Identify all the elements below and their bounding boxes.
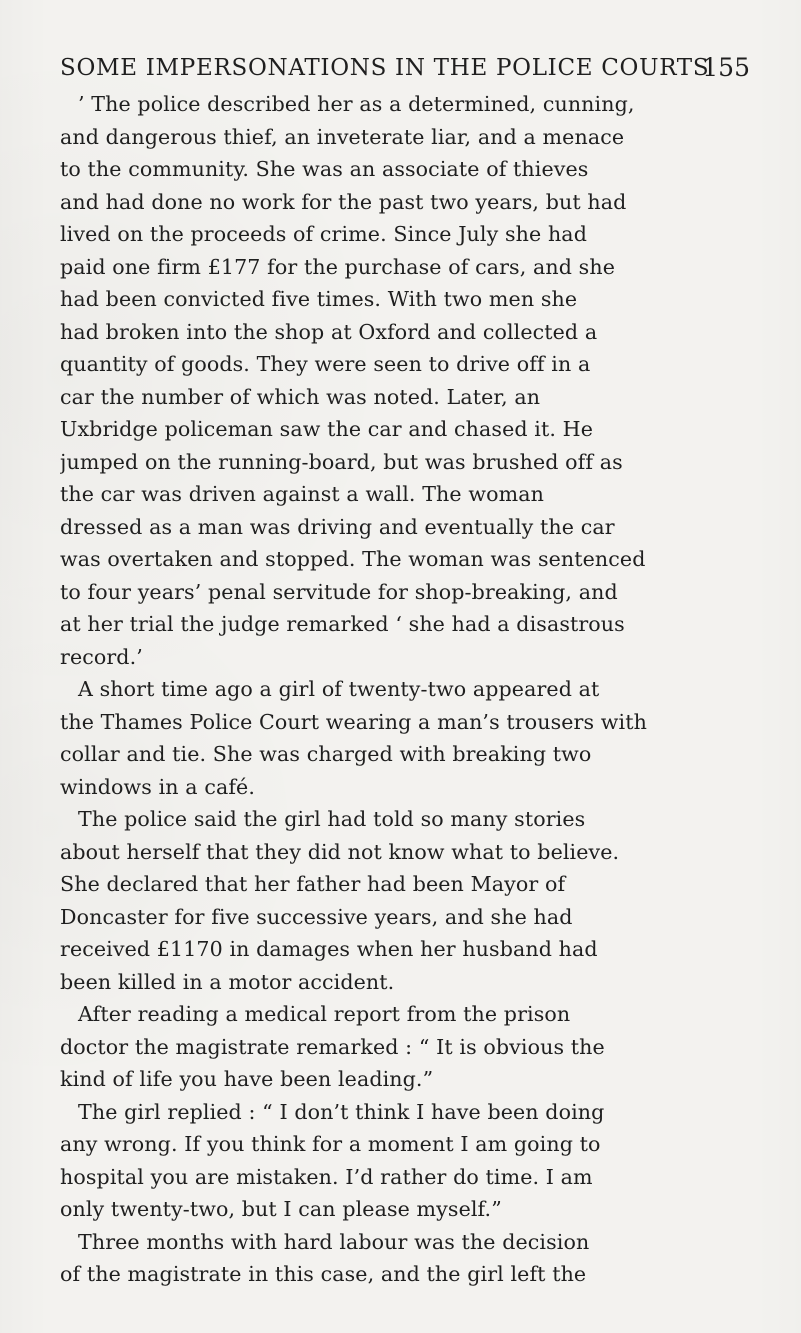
text-line: The police said the girl had told so many stories xyxy=(78,807,586,831)
text-line: had broken into the shop at Oxford and collected a xyxy=(60,319,598,344)
text-line: about herself that they did not know what to believe. xyxy=(60,839,620,864)
text-line: collar and tie. She was charged with breaking two xyxy=(60,742,592,766)
text-line: hospital you are mistaken. I’d rather do time. I am xyxy=(60,1164,593,1189)
text-line: the Thames Police Court wearing a man’s trousers with xyxy=(60,709,647,734)
text-line: to the community. She was an associate of thieves xyxy=(60,157,589,181)
text-line: Three months with hard labour was the decision xyxy=(78,1229,590,1254)
text-line: any wrong. If you think for a moment I am going to xyxy=(60,1132,601,1156)
text-line: Doncaster for five successive years, and she had xyxy=(60,904,573,929)
text-line: to four years’ penal servitude for shop-breaking, and xyxy=(60,579,618,604)
text-line: paid one firm £177 for the purchase of cars, and she xyxy=(60,254,615,279)
text-line: doctor the magistrate remarked : “ It is obvious the xyxy=(60,1034,605,1059)
text-line: quantity of goods. They were seen to drive off in a xyxy=(60,352,591,376)
text-line: and dangerous thief, an inveterate liar, and a menace xyxy=(60,124,625,149)
text-line: dressed as a man was driving and eventually the car xyxy=(60,514,615,539)
text-line: kind of life you have been leading.” xyxy=(60,1067,434,1091)
text-line: ’ The police described her as a determined, cunning, xyxy=(78,92,635,116)
text-line: lived on the proceeds of crime. Since July she had xyxy=(60,222,587,246)
text-line: record.’ xyxy=(60,644,143,669)
page-number: 155 xyxy=(702,53,750,82)
text-line: only twenty-two, but I can please myself.” xyxy=(60,1197,502,1221)
text-line: had been convicted five times. With two men she xyxy=(60,287,578,311)
text-line: at her trial the judge remarked ‘ she had a disastrous xyxy=(60,612,625,636)
text-line: She declared that her father had been Mayor of xyxy=(60,872,566,896)
text-line: received £1170 in damages when her husband had xyxy=(60,937,598,961)
text-line: After reading a medical report from the prison xyxy=(78,1002,571,1026)
text-line: the car was driven against a wall. The woman xyxy=(60,482,544,506)
text-line: windows in a café. xyxy=(60,774,255,799)
text-line: been killed in a motor accident. xyxy=(60,969,395,994)
text-line: The girl replied : “ I don’t think I have been doing xyxy=(78,1099,605,1124)
text-line: jumped on the running-board, but was brushed off as xyxy=(60,449,623,474)
text-line: Uxbridge policeman saw the car and chased it. He xyxy=(60,417,593,441)
text-line: was overtaken and stopped. The woman was sentenced xyxy=(60,547,646,571)
text-line: A short time ago a girl of twenty-two appeared at xyxy=(78,677,600,701)
running-head: SOME IMPERSONATIONS IN THE POLICE COURTS xyxy=(60,55,710,81)
body-text xyxy=(60,88,748,1291)
text-line: and had done no work for the past two years, but had xyxy=(60,189,627,214)
text-line: car the number of which was noted. Later, an xyxy=(60,384,541,409)
text-line: of the magistrate in this case, and the girl left the xyxy=(60,1262,587,1286)
